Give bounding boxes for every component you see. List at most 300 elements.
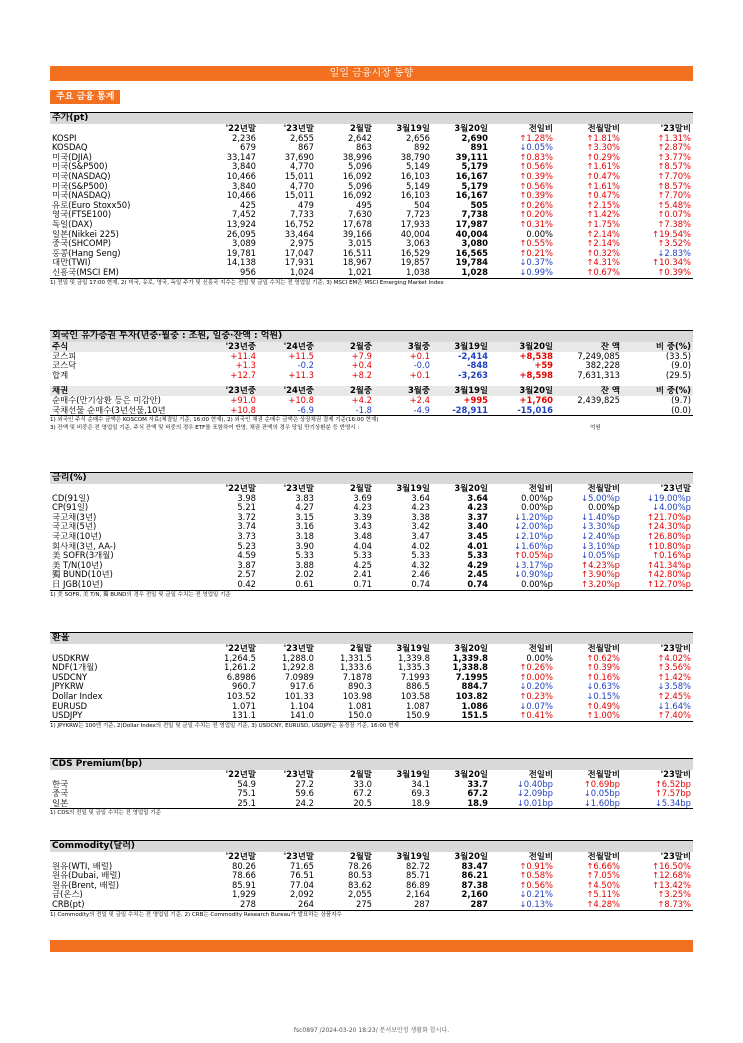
row-label: 미국(DJIA) [52, 152, 92, 162]
table-cell: 4.23 [467, 503, 488, 513]
table-cell: ↑1.00% [586, 711, 620, 721]
table-cell: 18.9 [411, 798, 430, 808]
table-cell: ↑0.23% [519, 691, 553, 701]
column-header: '23말비 [660, 124, 691, 133]
table-cell: 7.1995 [455, 672, 488, 682]
column-header: '23년중 [200, 386, 258, 396]
table-cell: ↑5.48% [657, 200, 691, 210]
table-cell: ↑0.83% [519, 152, 553, 162]
table-cell: ↑19.54% [652, 229, 691, 239]
table-cell: 3.40 [467, 522, 488, 532]
row-label: 홍콩(Hang Seng) [52, 248, 121, 258]
table-cell: 103.98 [342, 691, 372, 701]
rates-table [50, 484, 693, 590]
row-label: EURUSD [52, 701, 88, 711]
table-cell: ↑1.61% [586, 181, 620, 191]
table-cell: 75.1 [237, 789, 256, 799]
table-row [50, 789, 693, 799]
row-label: JPYKRW [52, 682, 84, 692]
table-cell: 1.087 [406, 701, 430, 711]
column-header: 전월말비 [587, 852, 620, 861]
table-cell: 890.3 [348, 682, 372, 692]
table-cell: ↑0.47% [586, 191, 620, 201]
table-cell: 1,292.8 [282, 663, 314, 673]
table-cell: 1,331.5 [340, 653, 372, 663]
table-cell: ↓0.07% [519, 701, 553, 711]
row-label: 원유(Dubai, 배럴) [52, 871, 121, 881]
table-cell: ↑1.81% [586, 133, 620, 143]
table-cell: 150.0 [348, 711, 372, 721]
table-cell: ↓1.20%p [514, 512, 553, 522]
table-cell: 2,160 [461, 890, 488, 900]
table-cell: ↑0.91% [519, 861, 553, 871]
column-header: '23년말 [283, 770, 314, 779]
foreign-stock-table [50, 342, 693, 380]
table-cell: 3.64 [411, 493, 430, 503]
table-cell: -0.2 [297, 361, 314, 371]
row-label: CP(91일) [52, 503, 89, 513]
table-cell: 5.33 [467, 551, 488, 561]
table-cell: 3,089 [232, 239, 256, 249]
table-cell: 3.87 [237, 560, 256, 570]
table-cell: ↑0.16%p [652, 551, 691, 561]
cds-header: CDS Premium(bp) [50, 758, 693, 770]
table-cell: +91.0 [230, 395, 256, 405]
table-cell: 40,004 [400, 229, 430, 239]
table-cell: (9.0) [671, 361, 691, 371]
table-cell: ↓1.60bp [583, 798, 620, 808]
column-header: '23말비 [660, 852, 691, 861]
column-header: '23년중 [200, 342, 258, 352]
table-row [50, 711, 693, 721]
table-cell: 4.29 [467, 560, 488, 570]
row-label: 일본(Nikkei 225) [52, 229, 119, 239]
table-cell: ↑4.23%p [581, 560, 620, 570]
table-row [50, 702, 693, 712]
table-cell: +1,760 [519, 395, 553, 405]
table-cell: 3.18 [295, 531, 314, 541]
table-row [50, 532, 693, 542]
column-header: 3월19일 [432, 386, 490, 396]
table-cell: 2,439,825 [577, 395, 620, 405]
column-header: '23말비 [660, 644, 691, 653]
table-cell: 1,038 [406, 267, 430, 277]
table-row [50, 239, 693, 249]
table-row [50, 551, 693, 561]
stocks-table [50, 124, 693, 278]
table-cell: 0.71 [353, 579, 372, 589]
table-cell: 2.02 [295, 570, 314, 580]
table-cell: 16,103 [400, 191, 430, 201]
table-cell: 7,631,313 [577, 370, 620, 380]
table-cell: 4.02 [411, 541, 430, 551]
table-cell: 275 [356, 899, 372, 909]
table-cell: ↓3.10%p [581, 541, 620, 551]
table-cell: ↓1.40%p [581, 512, 620, 522]
table-row [50, 220, 693, 230]
table-row [50, 361, 693, 371]
column-header: 전월말비 [587, 770, 620, 779]
table-cell: 39,166 [342, 229, 372, 239]
row-label: 日 JGB(10년) [52, 579, 104, 589]
column-header: 2월말 [349, 124, 372, 133]
row-label: 美 T/N(10년) [52, 560, 103, 570]
table-cell: 1,028 [461, 267, 488, 277]
fx-section [50, 632, 693, 730]
fx-header: 환율 [50, 632, 693, 644]
rates-section [50, 472, 693, 599]
table-cell: +0.4 [351, 361, 372, 371]
table-cell: 1,021 [348, 267, 372, 277]
table-cell: ↑1.75% [586, 219, 620, 229]
table-cell: ↑0.21% [519, 248, 553, 258]
table-cell: ↑7.38% [657, 219, 691, 229]
column-header: '24년중 [258, 386, 316, 396]
table-cell: ↑0.56% [519, 880, 553, 890]
column-header: 3월19일 [432, 342, 490, 352]
table-cell: 3.83 [295, 493, 314, 503]
table-cell: ↑0.49% [586, 701, 620, 711]
table-cell: 71.65 [290, 861, 314, 871]
row-label: 국채선물 순매수(3년선물,10년 [52, 405, 166, 415]
table-row [50, 201, 693, 211]
table-cell: ↑6.52bp [654, 779, 691, 789]
table-row [50, 561, 693, 571]
column-header: '23년말 [283, 124, 314, 133]
row-label: 한국 [52, 779, 69, 789]
foreign-bond-table [50, 386, 693, 415]
table-row [50, 673, 693, 683]
table-cell: 86.89 [406, 880, 430, 890]
table-cell: 26,095 [226, 229, 256, 239]
row-label: 독일(DAX) [52, 219, 93, 229]
table-cell: ↑0.62% [586, 653, 620, 663]
table-cell: ↑3.56% [657, 663, 691, 673]
table-cell: ↑1.61% [586, 162, 620, 172]
column-header: '22년말 [225, 124, 256, 133]
table-cell: 1,288.0 [282, 653, 314, 663]
table-cell: 13,924 [226, 219, 256, 229]
table-cell: ↑0.39% [519, 171, 553, 181]
table-cell: -28,911 [452, 405, 488, 415]
table-cell: ↓3.58% [657, 682, 691, 692]
row-label: Dollar Index [52, 691, 103, 701]
table-cell: 3,015 [348, 239, 372, 249]
table-cell: ↑0.16% [586, 672, 620, 682]
column-header: '22년말 [225, 852, 256, 861]
table-row [50, 230, 693, 240]
table-row [50, 258, 693, 268]
table-cell: ↑24.30%p [646, 522, 691, 532]
row-label: 코스닥 [52, 361, 77, 371]
column-header: 주식 [50, 342, 200, 352]
column-header: '23년말 [283, 484, 314, 493]
table-cell: -848 [467, 361, 488, 371]
table-cell: ↓0.20% [519, 682, 553, 692]
cds-table [50, 770, 693, 808]
table-row [50, 513, 693, 523]
table-cell: ↑3.52% [657, 239, 691, 249]
foreign-note-1: 1) 외국인 주식 순매수 금액은 KOSCOM 자료(체결일 기준, 16:00 현재), 2) 외국인 채권 순매수 금액은 상장채권 결제 기준(16:00 현재) [50, 415, 693, 424]
column-header: 전일비 [528, 852, 553, 861]
table-cell: (0.0) [671, 405, 691, 415]
column-header: 3월19일 [396, 852, 430, 861]
table-row [50, 890, 693, 900]
table-cell: +0.1 [409, 351, 430, 361]
table-cell: (29.5) [665, 370, 691, 380]
rates-header: 금리(%) [50, 472, 693, 484]
table-row [50, 352, 693, 362]
table-cell: ↑0.00% [519, 672, 553, 682]
table-cell: 150.9 [406, 711, 430, 721]
table-cell: 3.90 [295, 541, 314, 551]
table-cell: +11.4 [230, 351, 256, 361]
table-cell: ↓3.30%p [581, 522, 620, 532]
table-cell: ↓1.64% [657, 701, 691, 711]
column-header: 전월말비 [587, 124, 620, 133]
table-cell: 5,179 [461, 162, 488, 172]
table-cell: 4,770 [290, 162, 314, 172]
table-cell: ↓0.21% [519, 890, 553, 900]
table-cell: 16,092 [342, 171, 372, 181]
cds-section [50, 758, 693, 817]
column-header: '23말비 [660, 770, 691, 779]
table-cell: ↓2.00%p [514, 522, 553, 532]
table-row [50, 900, 693, 910]
table-cell: 886.5 [406, 682, 430, 692]
table-cell: ↑0.20% [519, 210, 553, 220]
table-cell: 14,138 [226, 258, 256, 268]
table-cell: 7,723 [406, 210, 430, 220]
table-cell: 1.071 [232, 701, 256, 711]
table-cell: 382,228 [585, 361, 620, 371]
table-cell: ↑3.30% [586, 143, 620, 153]
column-header [50, 852, 200, 862]
table-cell: 287 [470, 899, 488, 909]
table-cell: ↑8.57% [657, 162, 691, 172]
table-cell: ↓3.17%p [514, 560, 553, 570]
table-cell: +11.3 [288, 370, 314, 380]
column-header: '24년중 [258, 342, 316, 352]
row-label: USDJPY [52, 711, 83, 721]
table-cell: 33,464 [284, 229, 314, 239]
table-cell: ↑0.31% [519, 219, 553, 229]
table-cell: 5,149 [406, 181, 430, 191]
table-cell: 287 [414, 899, 430, 909]
table-row [50, 871, 693, 881]
table-cell: 103.82 [455, 691, 488, 701]
table-cell: 5.23 [237, 541, 256, 551]
table-cell: 19,784 [455, 258, 488, 268]
table-header-row [50, 852, 693, 862]
foreign-note-2-unit: 억원 [590, 425, 601, 432]
table-cell: 504 [414, 200, 430, 210]
table-cell: -6.9 [297, 405, 314, 415]
table-cell: -2,414 [458, 351, 488, 361]
table-cell: 83.62 [348, 880, 372, 890]
table-cell: 2.41 [353, 570, 372, 580]
row-label: 원유(Brent, 배럴) [52, 880, 119, 890]
rates-note: 1) 美 SOFR, 美 T/N, 獨 BUND의 경우 전일 및 금일 수치는 전 영업일 기준 [50, 590, 693, 599]
table-cell: 0.00% [526, 653, 553, 663]
table-cell: ↑0.32% [586, 248, 620, 258]
table-cell: 103.52 [226, 691, 256, 701]
table-header-row [50, 644, 693, 654]
report-title: 일일 금융시장 동향 [50, 66, 693, 81]
table-cell: (33.5) [665, 351, 691, 361]
column-header: '22년말 [225, 770, 256, 779]
table-header-row [50, 770, 693, 780]
table-cell: +8,598 [519, 370, 553, 380]
table-cell: 5,096 [348, 181, 372, 191]
foreign-header: 외국인 유가증권 투자(년중·월중 : 조원, 일중·잔액 : 억원) [50, 330, 693, 342]
table-cell: 17,931 [284, 258, 314, 268]
table-cell: ↓0.13% [519, 899, 553, 909]
row-label: 美 SOFR(3개월) [52, 551, 114, 561]
column-header: 3월19일 [396, 770, 430, 779]
table-cell: ↑7.70% [657, 171, 691, 181]
table-cell: 3.73 [237, 531, 256, 541]
row-label: CD(91일) [52, 493, 90, 503]
foreign-note-2 [50, 424, 693, 432]
table-cell: 1,339.8 [398, 653, 430, 663]
table-cell: ↑10.34% [652, 258, 691, 268]
commodity-section [50, 840, 693, 919]
table-cell: ↑0.47% [586, 171, 620, 181]
table-cell: 479 [298, 200, 314, 210]
table-cell: ↓0.40bp [516, 779, 553, 789]
table-cell: 17,047 [284, 248, 314, 258]
row-label: 미국(NASDAQ) [52, 171, 111, 181]
table-cell: ↑2.14% [586, 229, 620, 239]
table-cell: ↑2.87% [657, 143, 691, 153]
table-cell: ↓0.15% [586, 691, 620, 701]
table-cell: ↓0.01bp [516, 798, 553, 808]
footer-bar [50, 940, 693, 952]
column-header: 채권 [50, 386, 200, 396]
table-cell: ↑0.07% [657, 210, 691, 220]
column-header: 전월말비 [587, 484, 620, 493]
column-header: 3월19일 [396, 124, 430, 133]
table-cell: 1.104 [290, 701, 314, 711]
column-header: 3월19일 [396, 644, 430, 653]
column-header [50, 644, 200, 654]
table-cell: 2,975 [290, 239, 314, 249]
table-cell: ↓0.05% [519, 143, 553, 153]
table-cell: 1,264.5 [224, 653, 256, 663]
table-cell: 5,179 [461, 181, 488, 191]
table-cell: 4.32 [411, 560, 430, 570]
column-header: 2월말 [349, 484, 372, 493]
table-cell: 67.2 [353, 789, 372, 799]
table-row [50, 143, 693, 153]
table-cell: 3,840 [232, 162, 256, 172]
table-cell: 4,770 [290, 181, 314, 191]
row-label: 일본 [52, 798, 69, 808]
table-cell: ↑0.39% [657, 267, 691, 277]
foreign-note-2-text: 3) 잔액 및 비중은 전 영업일 기준, 주식 잔액 및 비중의 경우 ETF를 포함하여 반영, 채권 잔액의 경우 당일 만기상환분 등 반영시 : [50, 425, 360, 432]
row-label: 獨 BUND(10년) [52, 570, 113, 580]
table-cell: 69.3 [411, 789, 430, 799]
table-cell: 3,080 [461, 239, 488, 249]
table-header-row [50, 342, 693, 352]
table-row [50, 134, 693, 144]
table-cell: ↑26.80%p [646, 531, 691, 541]
column-header: 3월20일 [454, 770, 488, 779]
table-cell: 27.2 [295, 779, 314, 789]
table-cell: ↑8.57% [657, 181, 691, 191]
table-cell: 7,452 [232, 210, 256, 220]
table-cell: 5.33 [295, 551, 314, 561]
section-title: 주요 금융 통계 [50, 90, 120, 104]
table-cell: 2.46 [411, 570, 430, 580]
column-header: 잔 액 [555, 342, 622, 352]
column-header: '22년말 [225, 484, 256, 493]
row-label: 신흥국(MSCI EM) [52, 267, 119, 277]
table-cell: ↓1.60%p [514, 541, 553, 551]
row-label: NDF(1개월) [52, 663, 98, 673]
table-cell: 19,857 [400, 258, 430, 268]
table-cell: 37,690 [284, 152, 314, 162]
table-cell: +8,538 [519, 351, 553, 361]
table-header-row [50, 124, 693, 134]
column-header: 잔 액 [555, 386, 622, 396]
table-cell: -1.8 [355, 405, 372, 415]
table-cell: 15,011 [284, 171, 314, 181]
column-header: 2월말 [349, 852, 372, 861]
column-header: 3월20일 [454, 644, 488, 653]
table-cell: 83.47 [461, 861, 488, 871]
table-cell: 5.33 [353, 551, 372, 561]
table-cell: 0.74 [467, 579, 488, 589]
table-row [50, 494, 693, 504]
table-cell: ↓5.34bp [654, 798, 691, 808]
table-cell: ↑16.50% [652, 861, 691, 871]
table-row [50, 153, 693, 163]
table-row [50, 503, 693, 513]
row-label: 미국(S&P500) [52, 181, 108, 191]
table-cell: 3.39 [353, 512, 372, 522]
table-cell: 3,840 [232, 181, 256, 191]
table-cell: 16,752 [284, 219, 314, 229]
table-cell: 59.6 [295, 789, 314, 799]
table-cell: +12.7 [230, 370, 256, 380]
row-label: 순매수(만기상환 등은 미감안) [52, 395, 161, 405]
table-cell: 3.69 [353, 493, 372, 503]
row-label: 원유(WTI, 배럴) [52, 861, 113, 871]
table-cell: ↑12.68% [652, 871, 691, 881]
stocks-note: 1) 전일 및 금일 17:00 현재, 2) 미국, 유로, 영국, 독일 주가 및 신흥국 지수는 전일 및 금일 수치는 전 영업일 기준, 3) MSCI EM은 MSCI Emerging Market Index [50, 278, 693, 287]
table-cell: 425 [240, 200, 256, 210]
row-label: USDKRW [52, 653, 90, 663]
table-cell: 16,167 [455, 191, 488, 201]
table-cell: 4.04 [353, 541, 372, 551]
table-row [50, 682, 693, 692]
table-cell: 39,111 [455, 152, 488, 162]
table-row [50, 654, 693, 664]
table-cell: 54.9 [237, 779, 256, 789]
table-row [50, 249, 693, 259]
table-cell: ↑21.70%p [646, 512, 691, 522]
table-row [50, 580, 693, 590]
table-cell: ↑0.67% [586, 267, 620, 277]
table-cell: 101.33 [284, 691, 314, 701]
table-row [50, 268, 693, 278]
table-cell: 7,249,085 [577, 351, 620, 361]
table-cell: 7,630 [348, 210, 372, 220]
table-cell: +11.5 [288, 351, 314, 361]
column-header: '23년말 [283, 644, 314, 653]
